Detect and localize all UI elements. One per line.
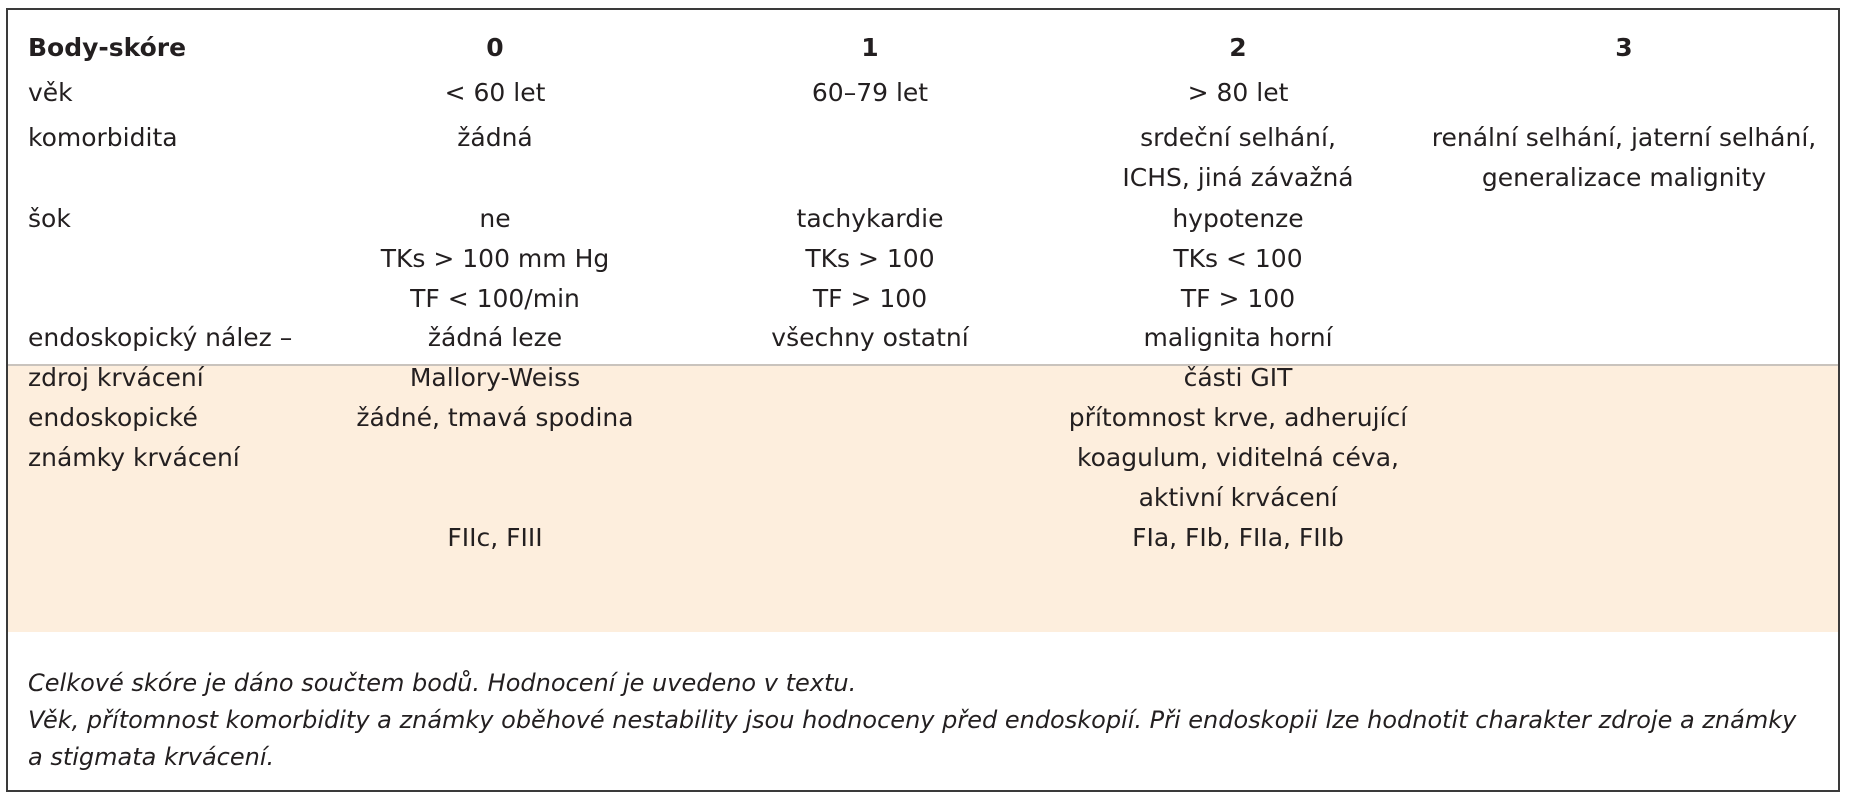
row-endo-signs-score-0: žádné, tmavá spodina (356, 403, 634, 432)
row-endo-finding-score-1: všechny ostatní (771, 323, 969, 352)
row-age-label: věk (28, 78, 73, 107)
row-shock-score-0: ne TKs > 100 mm Hg TF < 100/min (380, 204, 610, 313)
row-endo-signs-score-2: přítomnost krve, adherující koagulum, viditelná céva, aktivní krvácení (1068, 403, 1408, 512)
header-score-3: 3 (1615, 33, 1633, 62)
row-comorbidity-score-0: žádná (457, 123, 533, 152)
row-endo-finding-score-2: malignita horní části GIT (1143, 323, 1333, 392)
footnote-evaluation: Věk, přítomnost komorbidity a známky oběhové nestability jsou hodnoceny před endoskopií. Při endoskopii lze hodnotit charakter zdroje a známky a stigmata krvácení. (28, 706, 1797, 771)
row-endo-signs-label: endoskopické známky krvácení (28, 403, 240, 472)
header-score-0: 0 (486, 33, 504, 62)
row-endo-finding-label: endoskopický nález – zdroj krvácení (28, 323, 293, 392)
header-label: Body-skóre (28, 33, 187, 62)
row-age-score-2: > 80 let (1187, 78, 1289, 107)
table-footnotes (28, 665, 1796, 776)
row-age-score-1: 60–79 let (811, 78, 929, 107)
row-comorbidity-label: komorbidita (28, 123, 178, 152)
row-endo-finding-score-0: žádná leze Mallory-Weiss (409, 323, 581, 392)
endoscopy-section-background (8, 366, 1838, 632)
row-comorbidity-score-3: renální selhání, jaterní selhání, generalizace malignity (1431, 123, 1817, 192)
row-shock-label: šok (28, 204, 71, 233)
row-shock-score-2: hypotenze TKs < 100 TF > 100 (1172, 204, 1304, 313)
score-table-frame (6, 8, 1840, 792)
header-score-1: 1 (861, 33, 879, 62)
row-endo-signs-forrest-2: FIa, FIb, FIIa, FIIb (1132, 523, 1344, 552)
row-shock-score-1: tachykardie TKs > 100 TF > 100 (796, 204, 944, 313)
footnote-total-score: Celkové skóre je dáno součtem bodů. Hodnocení je uvedeno v textu. (28, 669, 857, 697)
row-comorbidity-score-2: srdeční selhání, ICHS, jiná závažná (1122, 123, 1354, 192)
row-age-score-0: < 60 let (444, 78, 546, 107)
header-score-2: 2 (1229, 33, 1247, 62)
row-endo-signs-forrest-0: FIIc, FIII (447, 523, 543, 552)
